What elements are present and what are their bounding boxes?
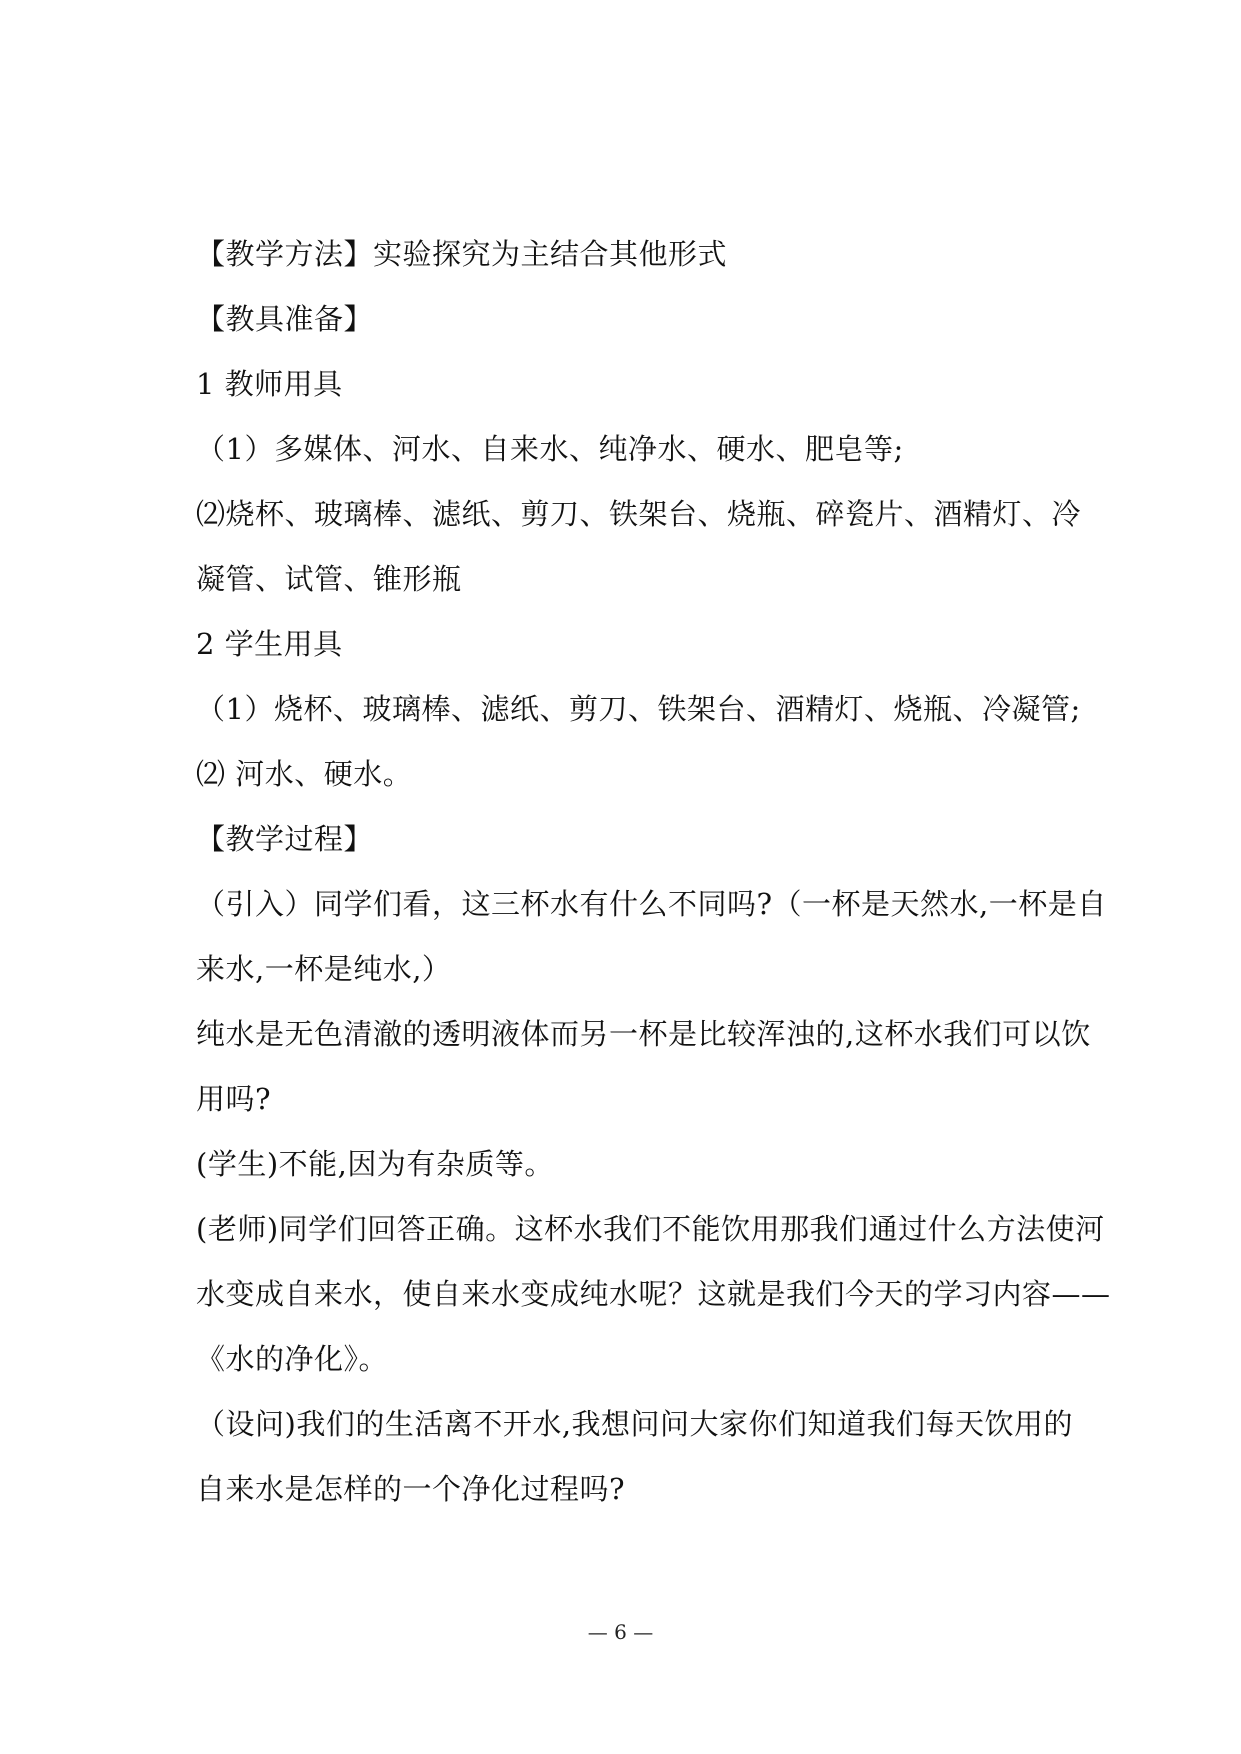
teacher-tools-item-2-cont: 凝管、试管、锥形瓶 xyxy=(196,562,462,596)
paragraph-line: 来水,一杯是纯水,） xyxy=(196,952,452,986)
section-heading-teaching-process: 【教学过程】 xyxy=(196,822,374,856)
document-body xyxy=(196,222,1111,1522)
paragraph-line: 自来水是怎样的一个净化过程吗? xyxy=(196,1472,626,1506)
paragraph-line: 水变成自来水，使自来水变成纯水呢？这就是我们今天的学习内容—— xyxy=(196,1277,1111,1311)
paragraph-line: （设问)我们的生活离不开水,我想问问大家你们知道我们每天饮用的 xyxy=(196,1407,1074,1441)
section-heading-teaching-method: 【教学方法】实验探究为主结合其他形式 xyxy=(196,237,728,271)
subheading-student-tools: 2 学生用具 xyxy=(196,627,343,661)
paragraph-line: 纯水是无色清澈的透明液体而另一杯是比较浑浊的,这杯水我们可以饮 xyxy=(196,1017,1091,1051)
teacher-tools-item-2: ⑵烧杯、玻璃棒、滤纸、剪刀、铁架台、烧瓶、碎瓷片、酒精灯、冷 xyxy=(196,497,1082,531)
student-tools-item-2: ⑵ 河水、硬水。 xyxy=(196,757,413,791)
paragraph-line: 用吗? xyxy=(196,1082,272,1116)
teacher-tools-item-1: （1）多媒体、河水、自来水、纯净水、硬水、肥皂等; xyxy=(196,432,904,466)
paragraph-line: （引入）同学们看，这三杯水有什么不同吗?（一杯是天然水,一杯是自 xyxy=(196,887,1107,921)
paragraph-line: (学生)不能,因为有杂质等。 xyxy=(196,1147,554,1181)
paragraph-line: (老师)同学们回答正确。这杯水我们不能饮用那我们通过什么方法使河 xyxy=(196,1212,1105,1246)
subheading-teacher-tools: 1 教师用具 xyxy=(196,367,343,401)
paragraph-line: 《水的净化》。 xyxy=(196,1342,389,1376)
page-number: — 6 — xyxy=(587,1620,654,1644)
student-tools-item-1: （1）烧杯、玻璃棒、滤纸、剪刀、铁架台、酒精灯、烧瓶、冷凝管; xyxy=(196,692,1081,726)
section-heading-teaching-aids: 【教具准备】 xyxy=(196,302,374,336)
